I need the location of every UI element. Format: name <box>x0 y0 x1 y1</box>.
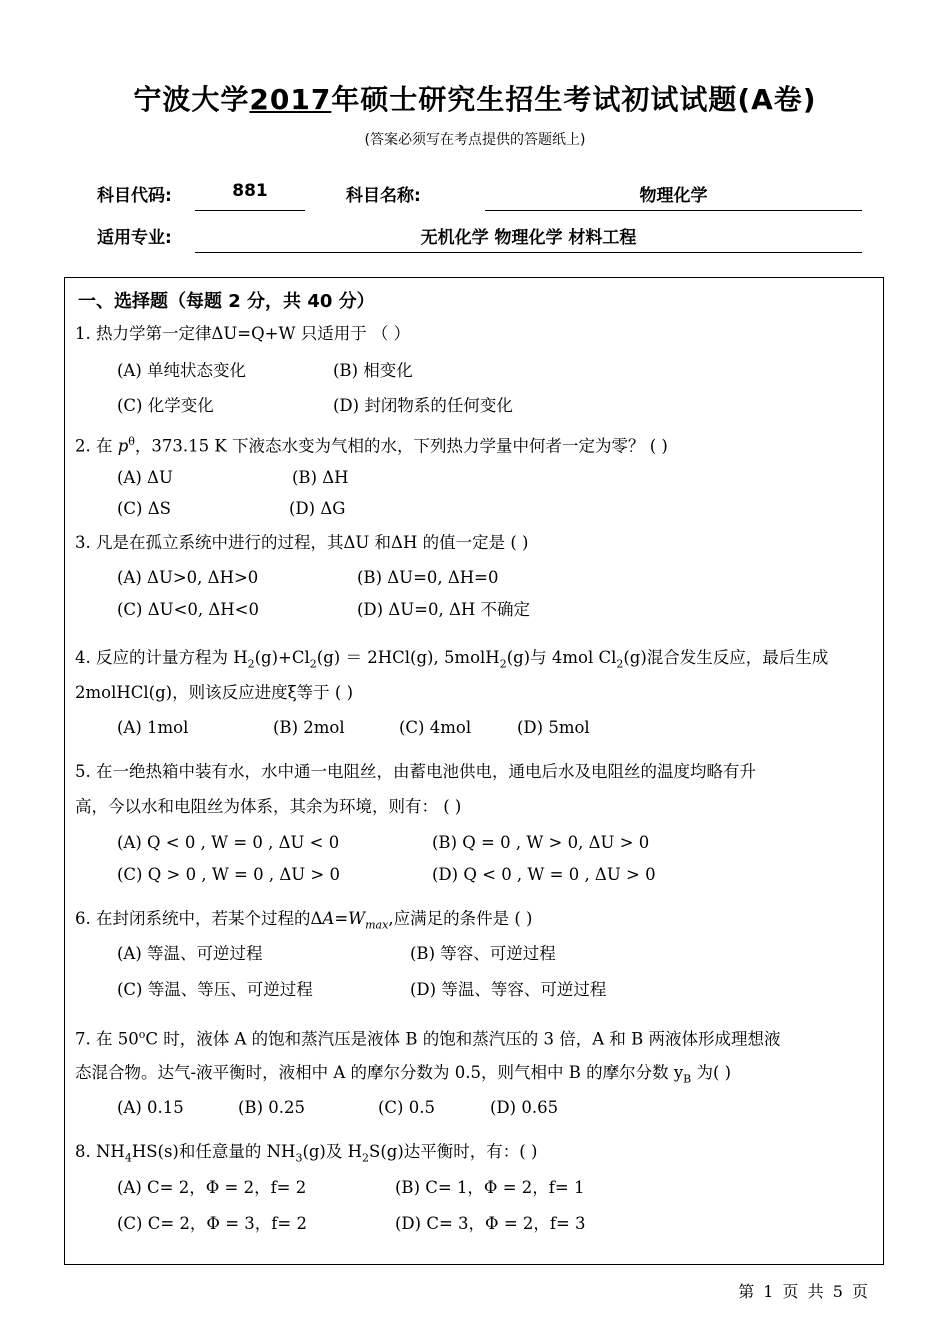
q7-text-post: C 时，液体 A 的饱和蒸汽压是液体 B 的饱和蒸汽压的 3 倍，A 和 B 两液体形成理想液 <box>145 1029 781 1049</box>
q4-text-1: 4. 反应的计量方程为 H <box>75 648 248 667</box>
q7-option-b: (B) 0.25 <box>238 1098 305 1117</box>
exam-title <box>0 78 950 118</box>
q2-stem-post: ，373.15 K 下液态水变为气相的水，下列热力学量中何者一定为零？ ( ) <box>134 436 668 456</box>
q2-stem-pre: 2. 在 <box>75 436 118 456</box>
q8-text-1: 8. NH <box>75 1142 125 1161</box>
q6-symbol-w: W <box>348 909 366 928</box>
q6-option-c: (C) 等温、等压、可逆过程 <box>117 980 313 999</box>
exam-subtitle: (答案必须写在考点提供的答题纸上) <box>364 132 586 148</box>
q8-text-3: (g)及 H <box>302 1142 363 1161</box>
q5-option-c: (C) Q > 0 , W = 0 , ΔU > 0 <box>117 865 340 884</box>
q6-stem <box>75 911 532 930</box>
q7-line2-pre: 态混合物。达气-液平衡时，液相中 A 的摩尔分数为 0.5，则气相中 B 的摩尔分数 y <box>75 1063 684 1082</box>
q6-text-post: ,应满足的条件是 ( ) <box>388 909 533 928</box>
q2-option-c: (C) ΔS <box>117 499 171 518</box>
q4-sub-3: 2 <box>499 657 507 671</box>
major-value: 无机化学 物理化学 材料工程 <box>420 228 637 248</box>
q4-option-b: (B) 2mol <box>273 718 345 737</box>
section-title: 一、选择题（每题 2 分，共 40 分） <box>78 291 375 312</box>
q3-option-d: (D) ΔU=0, ΔH 不确定 <box>357 600 531 619</box>
q4-sub-1: 2 <box>247 657 255 671</box>
title-year: 2017 <box>249 83 332 116</box>
q3-option-b: (B) ΔU=0, ΔH=0 <box>357 568 499 587</box>
q1-option-d: (D) 封闭物系的任何变化 <box>333 396 513 415</box>
q6-option-a: (A) 等温、可逆过程 <box>117 944 263 963</box>
q2-option-b: (B) ΔH <box>292 468 349 487</box>
subject-name-underline <box>485 210 862 211</box>
q4-stem-line1 <box>75 650 828 669</box>
subject-name-value: 物理化学 <box>639 186 708 206</box>
q8-sub-2: 3 <box>295 1151 303 1165</box>
q4-text-3: (g) ＝ 2HCl(g), 5molH <box>316 648 500 667</box>
q7-option-d: (D) 0.65 <box>490 1098 559 1117</box>
subject-code-value: 881 <box>232 181 268 201</box>
q4-stem-line2: 2molHCl(g)，则该反应进度ξ等于 ( ) <box>75 683 354 702</box>
q7-option-a: (A) 0.15 <box>117 1098 184 1117</box>
q7-degree: o <box>138 1028 146 1041</box>
subject-code-label: 科目代码: <box>97 186 172 206</box>
q2-option-a: (A) ΔU <box>117 468 173 487</box>
q8-stem <box>75 1144 537 1163</box>
title-suffix: 年硕士研究生招生考试初试试题(A卷) <box>331 83 817 116</box>
q4-option-d: (D) 5mol <box>517 718 590 737</box>
subject-code-underline <box>195 210 305 211</box>
q6-sub-max: max <box>365 918 389 932</box>
q8-option-c: (C) C= 2，Φ = 3，f= 2 <box>117 1214 307 1233</box>
q4-text-4: (g)与 4mol Cl <box>506 648 617 667</box>
q6-equals: = <box>334 909 349 928</box>
q6-symbol-a: A <box>322 909 335 928</box>
q7-text-pre: 7. 在 50 <box>75 1029 139 1049</box>
q4-option-c: (C) 4mol <box>399 718 472 737</box>
q4-option-a: (A) 1mol <box>117 718 189 737</box>
q6-option-b: (B) 等容、可逆过程 <box>410 944 556 963</box>
q7-stem-line1 <box>75 1029 781 1048</box>
q6-text-pre: 6. 在封闭系统中，若某个过程的Δ <box>75 909 323 928</box>
q4-sub-2: 2 <box>309 657 317 671</box>
q8-option-b: (B) C= 1，Φ = 2，f= 1 <box>395 1178 585 1197</box>
major-label: 适用专业: <box>97 228 172 248</box>
q5-stem-line2: 高，今以水和电阻丝为体系，其余为环境，则有： ( ) <box>75 797 462 816</box>
q8-sub-3: 2 <box>362 1151 370 1165</box>
q2-option-d: (D) ΔG <box>289 499 346 518</box>
q5-option-a: (A) Q < 0 , W = 0 , ΔU < 0 <box>117 833 340 852</box>
q2-p-superscript: θ <box>128 435 135 448</box>
q1-option-c: (C) 化学变化 <box>117 396 214 415</box>
q4-sub-4: 2 <box>616 657 624 671</box>
q8-sub-1: 4 <box>124 1151 132 1165</box>
q3-option-a: (A) ΔU>0, ΔH>0 <box>117 568 259 587</box>
q1-stem: 1. 热力学第一定律ΔU=Q+W 只适用于 （ ） <box>75 324 411 343</box>
q2-p-symbol: p <box>117 436 129 456</box>
q3-stem: 3. 凡是在孤立系统中进行的过程，其ΔU 和ΔH 的值一定是 ( ) <box>75 533 529 552</box>
title-prefix: 宁波大学 <box>133 83 250 116</box>
subject-name-label: 科目名称: <box>346 186 421 206</box>
q8-text-2: HS(s)和任意量的 NH <box>131 1142 296 1161</box>
q6-option-d: (D) 等温、等容、可逆过程 <box>410 980 607 999</box>
q7-option-c: (C) 0.5 <box>378 1098 435 1117</box>
q4-text-2: (g)+Cl <box>254 648 310 667</box>
q4-text-5: (g)混合发生反应，最后生成 <box>623 648 829 667</box>
q7-line2-post: 为( ) <box>691 1063 732 1082</box>
q8-option-a: (A) C= 2，Φ = 2，f= 2 <box>117 1178 307 1197</box>
q5-option-d: (D) Q < 0 , W = 0 , ΔU > 0 <box>432 865 656 884</box>
q3-option-c: (C) ΔU<0, ΔH<0 <box>117 600 260 619</box>
major-underline <box>195 252 862 253</box>
q5-option-b: (B) Q = 0 , W > 0, ΔU > 0 <box>432 833 650 852</box>
page-number: 第 1 页 共 5 页 <box>738 1282 870 1301</box>
q5-stem-line1: 5. 在一绝热箱中装有水，水中通一电阻丝，由蓄电池供电，通电后水及电阻丝的温度均略有升 <box>75 762 756 781</box>
q7-stem-line2 <box>75 1065 731 1084</box>
q7-sub-b: B <box>683 1072 692 1086</box>
q2-stem <box>75 436 668 455</box>
q1-option-a: (A) 单纯状态变化 <box>117 361 247 380</box>
q8-option-d: (D) C= 3，Φ = 2，f= 3 <box>395 1214 586 1233</box>
q8-text-4: S(g)达平衡时，有：( ) <box>369 1142 538 1161</box>
q1-option-b: (B) 相变化 <box>333 361 413 380</box>
